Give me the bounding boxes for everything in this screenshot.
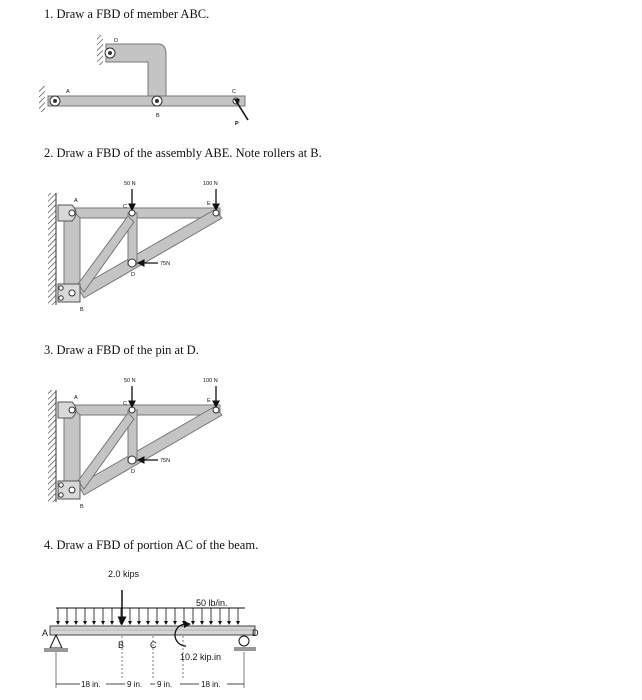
load-e-label: 100 N bbox=[203, 181, 218, 187]
question-3: 3. Draw a FBD of the pin at D. bbox=[44, 343, 199, 357]
pin-e bbox=[213, 210, 219, 216]
label-d: D bbox=[131, 272, 135, 278]
label-b: B bbox=[156, 113, 160, 119]
label-d: D bbox=[252, 628, 259, 638]
distributed-load-arrows bbox=[56, 608, 240, 625]
figure-2-assembly-abe bbox=[48, 181, 222, 313]
dim-moment-d: 18 in. bbox=[201, 680, 221, 689]
member-ae bbox=[70, 405, 220, 415]
wall bbox=[48, 193, 56, 305]
pin-c bbox=[129, 210, 135, 216]
wall bbox=[48, 390, 56, 502]
wall-support-a bbox=[39, 86, 45, 112]
question-1: 1. Draw a FBD of member ABC. bbox=[44, 7, 210, 21]
question-4: 4. Draw a FBD of portion AC of the beam. bbox=[44, 538, 259, 552]
ground-d bbox=[234, 647, 256, 651]
member-abc bbox=[48, 96, 245, 106]
label-b: B bbox=[80, 307, 84, 313]
wall-support-d bbox=[97, 35, 103, 65]
label-b: B bbox=[118, 640, 125, 650]
label-c: C bbox=[123, 204, 127, 210]
label-e: E bbox=[207, 201, 211, 207]
label-a: A bbox=[66, 89, 70, 95]
label-p: P bbox=[235, 121, 239, 127]
moment-label: 10.2 kip.in bbox=[180, 652, 222, 662]
label-a: A bbox=[74, 198, 78, 204]
label-d: D bbox=[131, 469, 135, 475]
pin-d bbox=[128, 456, 136, 464]
dim-bc: 9 in. bbox=[127, 680, 143, 689]
label-a: A bbox=[74, 395, 78, 401]
load-c-label: 50 N bbox=[124, 378, 136, 384]
label-e: E bbox=[207, 398, 211, 404]
label-b: B bbox=[80, 504, 84, 510]
label-a: A bbox=[42, 628, 49, 638]
question-2: 2. Draw a FBD of the assembly ABE. Note rollers at B. bbox=[44, 146, 322, 160]
ground-a bbox=[44, 648, 68, 652]
pin-c bbox=[129, 407, 135, 413]
distributed-load-label: 50 lb/in. bbox=[196, 598, 228, 608]
pin-support-a bbox=[50, 635, 62, 648]
dim-ab: 18 in. bbox=[81, 680, 101, 689]
figure-4-beam bbox=[42, 569, 259, 689]
load-e-label: 100 N bbox=[203, 378, 218, 384]
roller-support-d bbox=[239, 636, 249, 646]
figure-3-pin-d bbox=[48, 378, 222, 510]
label-c: C bbox=[232, 89, 236, 95]
label-d: D bbox=[114, 38, 118, 44]
label-c: C bbox=[150, 640, 157, 650]
dim-c-moment: 9 in. bbox=[157, 680, 173, 689]
point-load-label: 2.0 kips bbox=[108, 569, 140, 579]
member-ae bbox=[70, 208, 220, 218]
load-d-label: 75N bbox=[160, 458, 171, 464]
beam bbox=[50, 626, 255, 635]
load-d-label: 75N bbox=[160, 261, 171, 267]
load-c-label: 50 N bbox=[124, 181, 136, 187]
label-c: C bbox=[123, 401, 127, 407]
pin-e bbox=[213, 407, 219, 413]
figure-1-member-abc bbox=[39, 35, 248, 127]
pin-d bbox=[128, 259, 136, 267]
